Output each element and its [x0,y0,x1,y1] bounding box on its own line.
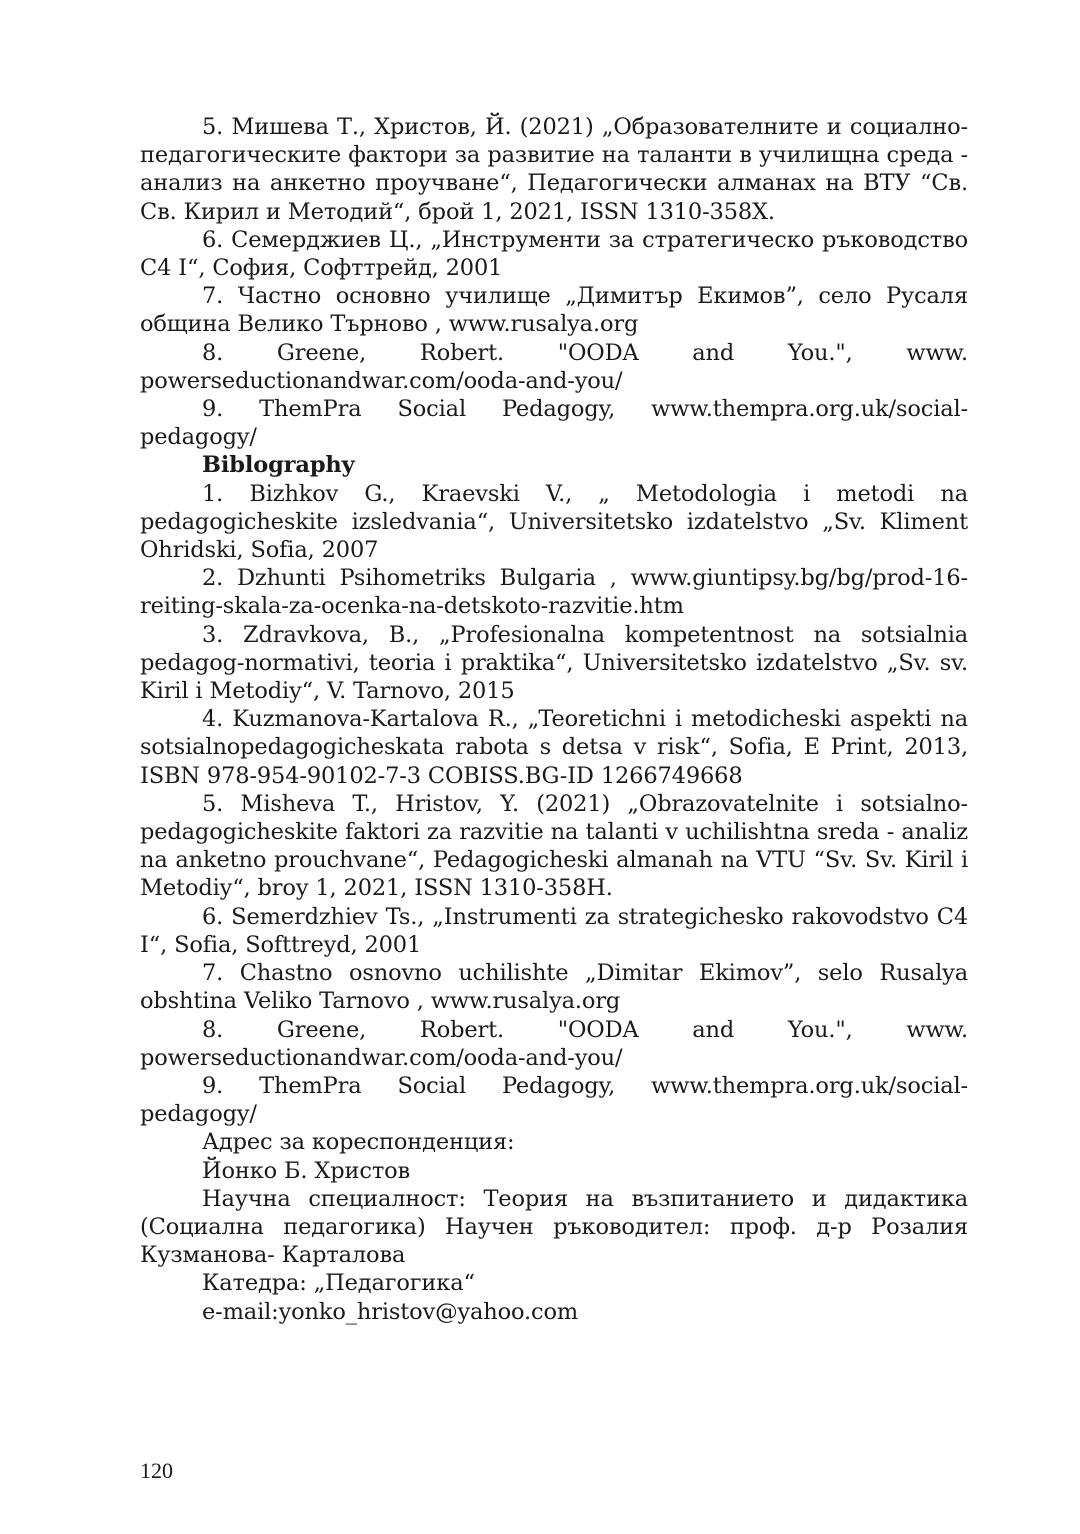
reference-item-9: 9. ThemPra Social Pedagogy, www.thempra.org.uk/social-pedagogy/ [140,396,968,451]
bibliography-item-3: 3. Zdravkova, B., „Profesionalna kompetentnost na sotsialnia pedagog-normativi, teoria i praktika“, Universitetsko izdatelstvo „Sv. sv. Kiril i Metodiy“, V. Tarnovo, 2015 [140,621,968,705]
bibliography-item-2: 2. Dzhunti Psihometriks Bulgaria , www.giuntipsy.bg/bg/prod-16-reiting-skala-za-ocenka-na-detskoto-razvitie.htm [140,565,968,620]
page-content [140,113,968,1326]
bibliography-item-5: 5. Misheva T., Hristov, Y. (2021) „Obrazovatelnite i sotsialno-pedagogicheskite faktori za razvitie na talanti v uchilishtna sreda - analiz na anketno prouchvane“, Pedagogicheski almanah na VTU “Sv. Sv. Kiril i Metodiy“, broy 1, 2021, ISSN 1310-358H. [140,790,968,902]
bibliography-item-8: 8. Greene, Robert. "OODA and You.", www. powerseductionandwar.com/ooda-and-you/ [140,1016,968,1071]
bibliography-heading: Biblography [202,452,355,479]
author-department: Катедра: „Педагогика“ [202,1270,475,1297]
reference-item-8: 8. Greene, Robert. "OODA and You.", www. powerseductionandwar.com/ooda-and-you/ [140,339,968,394]
reference-item-7: 7. Частно основно училище „Димитър Екимов”, село Русаля община Велико Търново , www.rusalya.org [140,283,968,338]
reference-item-6: 6. Семерджиев Ц., „Инструменти за стратегическо ръководство С4 I“, София, Софттрейд, 2001 [140,226,968,282]
bibliography-item-1: 1. Bizhkov G., Kraevski V., „ Metodologia i metodi na pedagogicheskite izsledvania“, Universitetsko izdatelstvo „Sv. Kliment Ohridski, Sofia, 2007 [140,480,968,564]
author-name: Йонко Б. Христов [202,1157,411,1184]
bibliography-item-4: 4. Kuzmanova-Kartalova R., „Teoretichni i metodicheski aspekti na sotsialnopedagogicheskata rabota s detsa v risk“, Sofia, E Print, 2013, ISBN 978-954-90102-7-3 COBISS.BG-ID 1266749668 [140,706,968,789]
page-number: 120 [140,1458,173,1483]
bibliography-item-7: 7. Chastno osnovno uchilishte „Dimitar Ekimov”, selo Rusalya obshtina Veliko Tarnovo , www.rusalya.org [140,960,968,1015]
reference-item-5: 5. Мишева Т., Христов, Й. (2021) „Образователните и социално-педагогическите фактори за развитие на таланти в училищна среда - анализ на анкетно проучване“, Педагогически алманах на ВТУ “Св. Св. Кирил и Методий“, брой 1, 2021, ISSN 1310-358Х. [140,114,968,225]
bibliography-item-6: 6. Semerdzhiev Ts., „Instrumenti za strategichesko rakovodstvo C4 I“, Sofia, Softtreyd, 2001 [140,903,968,958]
author-specialty: Научна специалност: Теория на възпитанието и дидактика (Социална педагогика) Научен ръководител: проф. д-р Розалия Кузманова- Карталова [140,1185,968,1269]
correspondence-label: Адрес за кореспонденция: [202,1129,515,1156]
author-email: e-mail:yonko_hristov@yahoo.com [202,1298,579,1325]
bibliography-item-9: 9. ThemPra Social Pedagogy, www.thempra.org.uk/social-pedagogy/ [140,1072,968,1128]
